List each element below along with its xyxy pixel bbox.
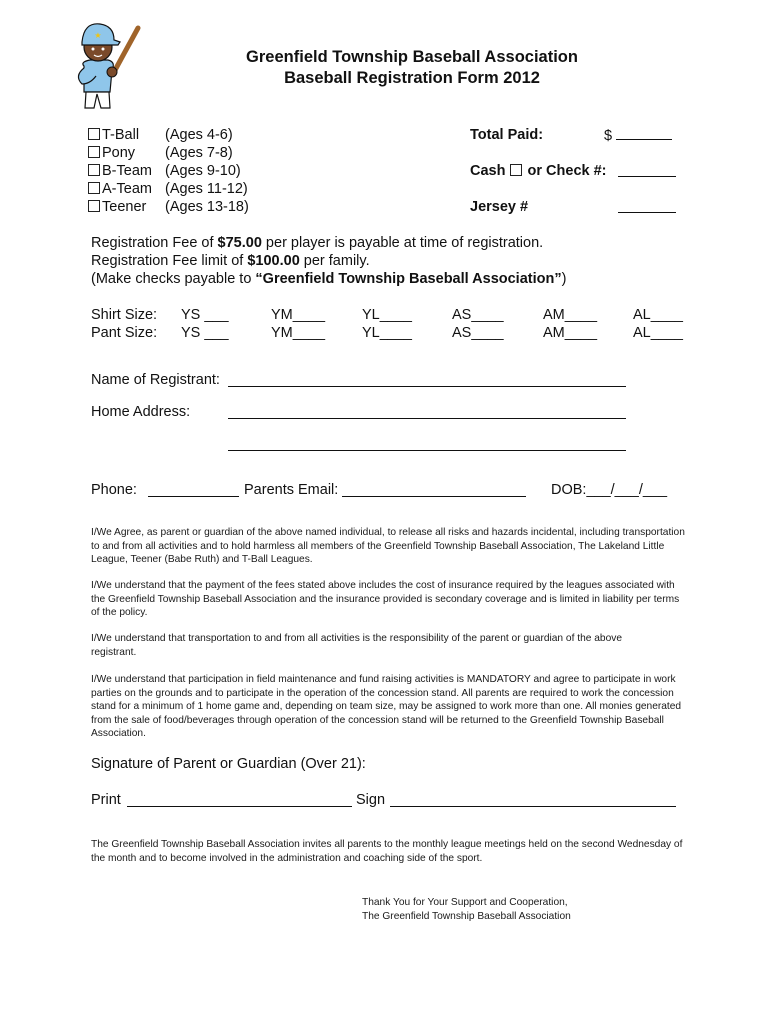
meeting-invitation: The Greenfield Township Baseball Association invites all parents to the monthly league meetings held on the second Wednesday of the month and to become involved in the administration and coaching side of the sport. — [91, 839, 683, 864]
shirt-size-ys[interactable]: YS ___ — [181, 307, 229, 323]
registrant-name-label: Name of Registrant: — [91, 372, 220, 388]
shirt-size-ym[interactable]: YM____ — [271, 307, 326, 323]
sign-label: Sign — [356, 792, 386, 808]
checkbox[interactable] — [88, 182, 100, 194]
registrant-name-field[interactable] — [228, 374, 626, 392]
print-name-field[interactable] — [127, 794, 352, 812]
division-pony[interactable]: Pony — [88, 145, 135, 161]
shirt-size-as[interactable]: AS____ — [452, 307, 504, 323]
parents-email-field[interactable] — [342, 484, 526, 502]
checkbox[interactable] — [88, 164, 100, 176]
division-ages: (Ages 7-8) — [165, 145, 233, 161]
division-b-team[interactable]: B-Team — [88, 163, 152, 179]
signature-field[interactable] — [390, 794, 676, 812]
division-ages: (Ages 11-12) — [165, 181, 248, 197]
agreement-release: I/We Agree, as parent or guardian of the above named individual, to release all risks and hazards incidental, including transportation to and from all activities and to hold harmless all members of the Greenfield Township Baseball Association, The Lakeland Little League, Teener (Babe Ruth) and T-Ball Leagues. — [91, 527, 685, 565]
signature-heading: Signature of Parent or Guardian (Over 21): — [91, 756, 366, 772]
pant-size-as[interactable]: AS____ — [452, 325, 504, 341]
home-address-field-1[interactable] — [228, 406, 626, 424]
checkbox[interactable] — [88, 128, 100, 140]
agreement-transportation: I/We understand that transportation to and from all activities is the responsibility of the parent or guardian of the above registrant. — [91, 633, 622, 658]
svg-text:★: ★ — [94, 31, 102, 40]
division-tball[interactable]: T-Ball — [88, 127, 139, 143]
fee-line-2: Registration Fee limit of $100.00 per family. — [91, 253, 370, 269]
pant-size-ym[interactable]: YM____ — [271, 325, 326, 341]
cash-check-label: Cash or Check #: — [470, 163, 607, 179]
pant-size-ys[interactable]: YS ___ — [181, 325, 229, 341]
phone-label: Phone: — [91, 482, 137, 498]
shirt-size-al[interactable]: AL____ — [633, 307, 683, 323]
pant-size-label: Pant Size: — [91, 325, 158, 341]
total-paid-field[interactable]: $ — [604, 127, 672, 144]
division-a-team[interactable]: A-Team — [88, 181, 152, 197]
thanks-line-1: Thank You for Your Support and Cooperation, — [362, 897, 568, 908]
checkbox[interactable] — [88, 200, 100, 212]
fee-line-3: (Make checks payable to “Greenfield Township Baseball Association”) — [91, 271, 567, 287]
total-paid-label: Total Paid: — [470, 127, 544, 143]
home-address-field-2[interactable] — [228, 438, 626, 456]
thanks-line-2: The Greenfield Township Baseball Association — [362, 911, 571, 922]
division-teener[interactable]: Teener — [88, 199, 146, 215]
jersey-label: Jersey # — [470, 199, 529, 215]
shirt-size-label: Shirt Size: — [91, 307, 158, 323]
form-title-line2: Baseball Registration Form 2012 — [284, 69, 540, 87]
phone-field[interactable] — [148, 484, 239, 502]
checkbox[interactable] — [88, 146, 100, 158]
pant-size-am[interactable]: AM____ — [543, 325, 598, 341]
division-ages: (Ages 13-18) — [165, 199, 249, 215]
division-ages: (Ages 4-6) — [165, 127, 233, 143]
jersey-number-field[interactable] — [618, 200, 676, 218]
division-ages: (Ages 9-10) — [165, 163, 241, 179]
shirt-size-yl[interactable]: YL____ — [362, 307, 412, 323]
fee-line-1: Registration Fee of $75.00 per player is payable at time of registration. — [91, 235, 544, 251]
form-title-line1: Greenfield Township Baseball Association — [246, 48, 578, 66]
parents-email-label: Parents Email: — [244, 482, 339, 498]
pant-size-al[interactable]: AL____ — [633, 325, 683, 341]
dob-field[interactable]: DOB:___/___/___ — [551, 482, 668, 498]
cash-checkbox[interactable] — [510, 164, 522, 176]
shirt-size-am[interactable]: AM____ — [543, 307, 598, 323]
pant-size-yl[interactable]: YL____ — [362, 325, 412, 341]
agreement-mandatory: I/We understand that participation in field maintenance and fund raising activities is MANDATORY and agree to participate in work parties on the grounds and to participate in the operation of the concession stand. All parents are required to work the concession stand for a minimum of 1 home game and, depending on team size, may be assigned to work more than one. All monies generated from the sale of food/beverages through operation of the concession stand will be returned to the Greenfield Township Baseball Association. — [91, 674, 682, 739]
agreement-insurance: I/We understand that the payment of the fees stated above includes the cost of insurance required by the leagues associated with the Greenfield Township Baseball Association and the insurance provided is secondary coverage and is limited in liability per terms of the policy. — [91, 580, 680, 618]
check-number-field[interactable] — [618, 164, 676, 182]
home-address-label: Home Address: — [91, 404, 191, 420]
print-label: Print — [91, 792, 121, 808]
